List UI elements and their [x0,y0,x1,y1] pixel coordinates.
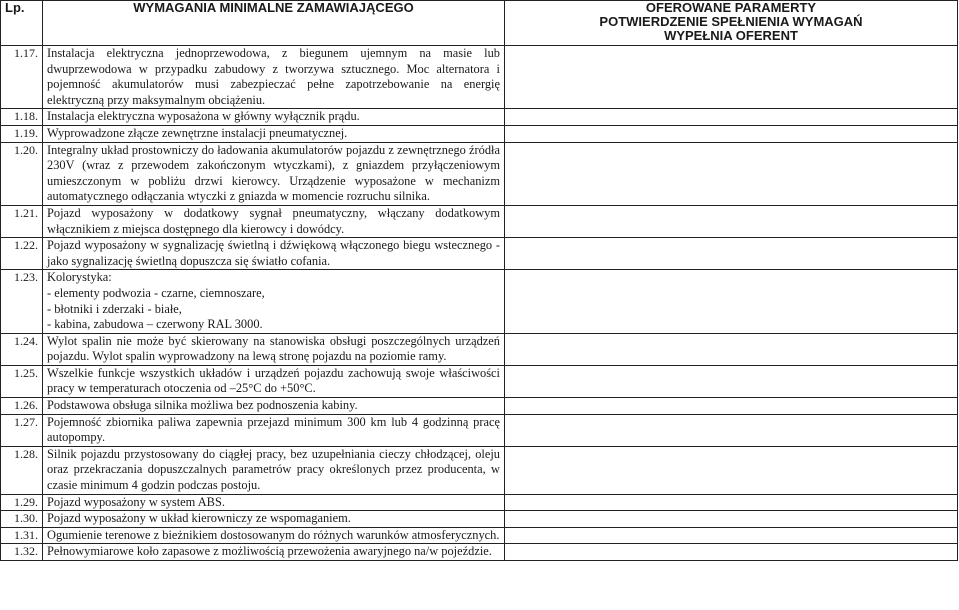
table-row [1,238,958,270]
table-row [1,544,958,561]
row-number: 1.24. [1,333,43,365]
table-row [1,494,958,511]
table-header-row [1,1,958,46]
table-row [1,270,958,333]
header-offer [505,1,958,46]
header-offer-line1: OFEROWANE PARAMERTY [645,0,817,15]
offer-cell[interactable] [505,494,958,511]
requirement-text: Wyprowadzone złącze zewnętrzne instalacji pneumatycznej. [43,125,505,142]
row-number: 1.17. [1,46,43,109]
header-offer-line3: WYPEŁNIA OFERENT [664,28,798,43]
header-requirements: WYMAGANIA MINIMALNE ZAMAWIAJĄCEGO [43,1,505,46]
table-body [1,46,958,561]
requirement-text: Instalacja elektryczna jednoprzewodowa, z biegunem ujemnym na masie lub dwuprzewodowa w przypadku zabudowy z tworzywa sztucznego. Moc alternatora i pojemność akumulatorów musi zabezpieczać pełne zapotrzebowanie na energię elektryczną przy maksymalnym obciążeniu. [43,46,505,109]
row-number: 1.18. [1,109,43,126]
offer-cell[interactable] [505,414,958,446]
row-number: 1.29. [1,494,43,511]
offer-cell[interactable] [505,238,958,270]
offer-cell[interactable] [505,527,958,544]
table-row [1,205,958,237]
table-row [1,333,958,365]
requirement-text: Integralny układ prostowniczy do ładowania akumulatorów pojazdu z zewnętrznego źródła 230V (wraz z przewodem zakończonym wtyczkami), z gniazdem przyłączeniowym umieszczonym w pobliżu drzwi kierowcy. Urządzenie wyposażone w mechanizm automatycznego odłączania wtyczki z gniazda w momencie rozruchu silnika. [43,142,505,205]
table-row [1,46,958,109]
requirement-text: Pojazd wyposażony w sygnalizację świetlną i dźwiękową włączonego biegu wstecznego - jako sygnalizację świetlną dopuszcza się światło cofania. [43,238,505,270]
requirement-text: Instalacja elektryczna wyposażona w główny wyłącznik prądu. [43,109,505,126]
table-row [1,446,958,494]
offer-cell[interactable] [505,446,958,494]
header-offer-line2: POTWIERDZENIE SPEŁNIENIA WYMAGAŃ [599,14,863,29]
table-row [1,109,958,126]
row-number: 1.27. [1,414,43,446]
table-row [1,398,958,415]
row-number: 1.22. [1,238,43,270]
header-lp: Lp. [1,1,43,46]
offer-cell[interactable] [505,125,958,142]
offer-cell[interactable] [505,109,958,126]
row-number: 1.30. [1,511,43,528]
row-number: 1.28. [1,446,43,494]
requirement-line: Kolorystyka: [47,270,112,285]
requirement-line: - błotniki i zderzaki - białe, [47,301,182,316]
offer-cell[interactable] [505,205,958,237]
row-number: 1.23. [1,270,43,333]
row-number: 1.25. [1,365,43,397]
offer-cell[interactable] [505,398,958,415]
table-row [1,511,958,528]
table-row [1,125,958,142]
requirement-text: Ogumienie terenowe z bieżnikiem dostosowanym do różnych warunków atmosferycznych. [43,527,505,544]
offer-cell[interactable] [505,511,958,528]
offer-cell[interactable] [505,365,958,397]
requirement-text: Pojazd wyposażony w dodatkowy sygnał pneumatyczny, włączany dodatkowym włącznikiem z miejsca dostępnego dla kierowcy i dowódcy. [43,205,505,237]
requirement-text: Wylot spalin nie może być skierowany na stanowiska obsługi poszczególnych urządzeń pojazdu. Wylot spalin wyprowadzony na lewą stronę pojazdu na poziomie ramy. [43,333,505,365]
row-number: 1.20. [1,142,43,205]
requirement-text: Pojazd wyposażony w układ kierowniczy ze wspomaganiem. [43,511,505,528]
offer-cell[interactable] [505,544,958,561]
table-row [1,142,958,205]
row-number: 1.21. [1,205,43,237]
requirement-text: Pojazd wyposażony w system ABS. [43,494,505,511]
requirement-text: Podstawowa obsługa silnika możliwa bez podnoszenia kabiny. [43,398,505,415]
requirement-text: Silnik pojazdu przystosowany do ciągłej pracy, bez uzupełniania cieczy chłodzącej, oleju oraz przekraczania dopuszczalnych parametrów pracy określonych przez producenta, w czasie minimum 4 godzin podczas postoju. [43,446,505,494]
requirement-text [43,270,505,333]
table-row [1,414,958,446]
requirement-text: Pełnowymiarowe koło zapasowe z możliwością przewożenia awaryjnego na/w pojeździe. [43,544,505,561]
row-number: 1.32. [1,544,43,561]
requirement-line: - kabina, zabudowa – czerwony RAL 3000. [47,317,263,332]
row-number: 1.19. [1,125,43,142]
offer-cell[interactable] [505,270,958,333]
requirement-text: Pojemność zbiornika paliwa zapewnia przejazd minimum 300 km lub 4 godzinną pracę autopompy. [43,414,505,446]
offer-cell[interactable] [505,142,958,205]
row-number: 1.31. [1,527,43,544]
requirement-line: - elementy podwozia - czarne, ciemnoszare, [47,285,265,300]
table-row [1,365,958,397]
table-row [1,527,958,544]
offer-cell[interactable] [505,333,958,365]
offer-cell[interactable] [505,46,958,109]
row-number: 1.26. [1,398,43,415]
requirement-text: Wszelkie funkcje wszystkich układów i urządzeń pojazdu zachowują swoje właściwości pracy w temperaturach otoczenia od –25°C do +50°C. [43,365,505,397]
